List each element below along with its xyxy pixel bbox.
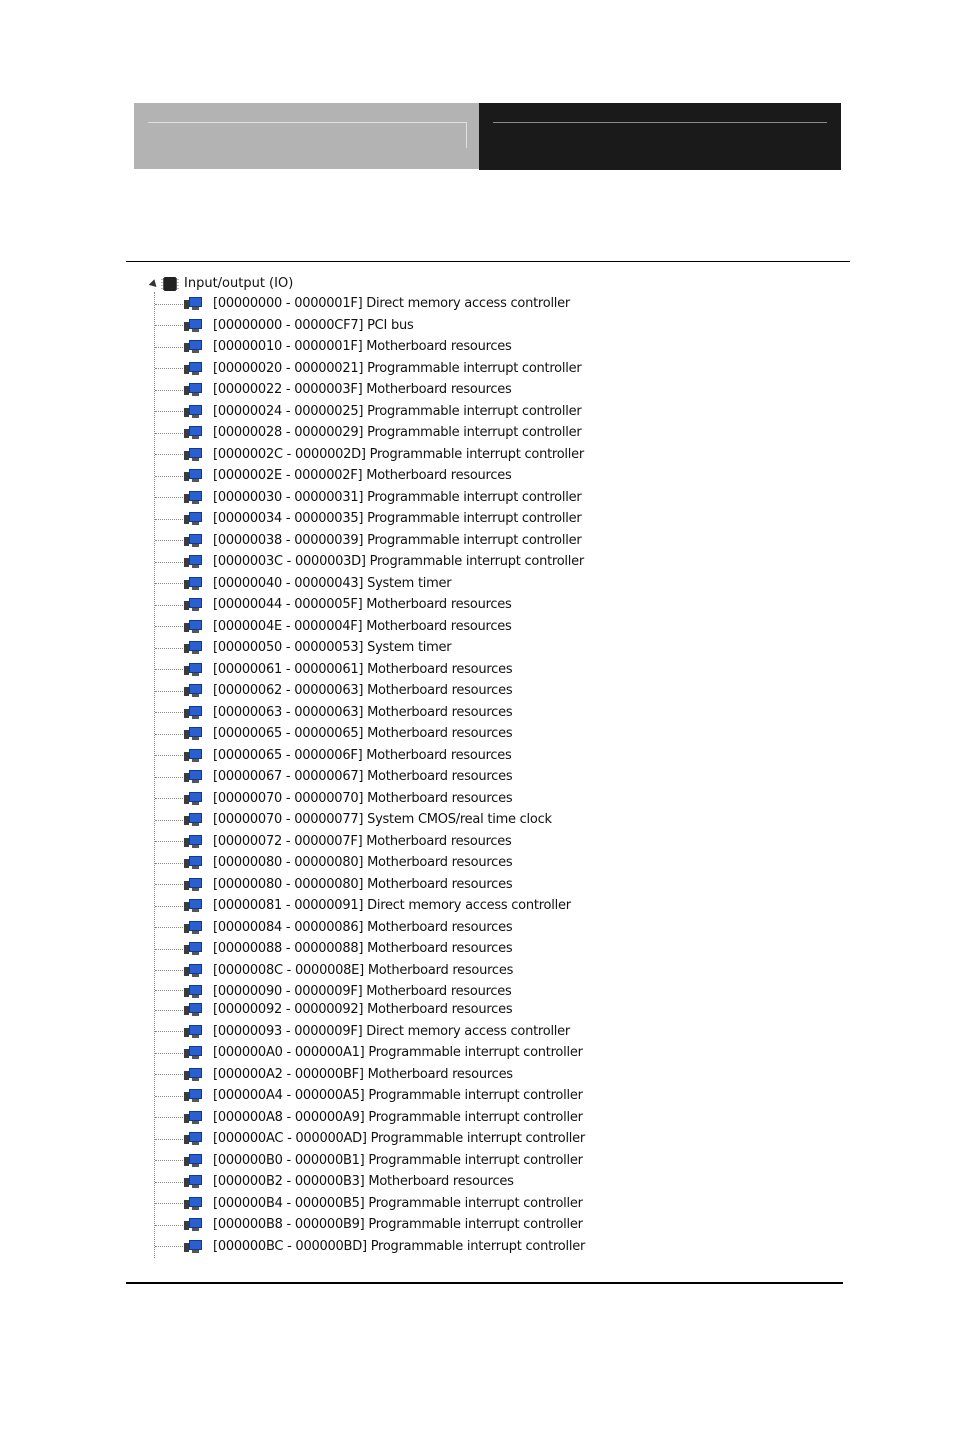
device-name: Programmable interrupt controller [369,446,584,462]
io-range: [00000084 - 00000086] [213,919,364,935]
io-range: [00000065 - 00000065] [213,726,364,741]
io-range: [00000000 - 00000CF7] [213,317,364,333]
tree-item[interactable] [146,1128,594,1150]
tree-branch-line [155,368,185,369]
tree-item-label [213,468,512,483]
tree-branch-line [155,1139,185,1140]
device-name: Programmable interrupt controller [367,403,582,419]
device-monitor-icon [184,899,204,913]
device-monitor-icon [184,469,204,483]
device-name: System CMOS/real time clock [367,812,552,827]
tree-branch-line [155,906,185,907]
tree-item[interactable] [146,981,594,999]
io-range: [000000B0 - 000000B1] [213,1152,365,1168]
tree-item[interactable] [146,852,594,874]
device-monitor-icon [184,1240,204,1254]
tree-item-label [213,1239,585,1254]
io-range: [00000063 - 00000063] [213,704,364,720]
tree-item-label [213,1110,583,1125]
device-name: Motherboard resources [367,919,513,935]
io-range: [00000010 - 0000001F] [213,339,363,354]
tree-branch-line [155,1117,185,1118]
tree-item[interactable] [146,637,594,659]
tree-branch-line [155,755,185,756]
tree-branch-line [155,1246,185,1247]
device-manager-tree [146,273,594,1258]
tree-branch-line [155,691,185,692]
device-monitor-icon [184,727,204,741]
tree-item[interactable] [146,573,594,595]
tree-item-label [213,554,584,569]
device-name: Programmable interrupt controller [367,489,582,505]
tree-item-label [213,1024,570,1039]
device-name: Programmable interrupt controller [368,1045,583,1060]
io-range: [00000092 - 00000092] [213,1002,364,1017]
device-monitor-icon [184,942,204,956]
device-monitor-icon [184,1111,204,1125]
device-monitor-icon [184,878,204,892]
device-name: Programmable interrupt controller [367,511,582,526]
io-range: [000000AC - 000000AD] [213,1131,367,1146]
tree-branch-line [155,884,185,885]
device-name: System timer [367,575,452,591]
device-name: Motherboard resources [367,790,513,806]
tree-item[interactable] [146,358,594,380]
io-range: [000000B4 - 000000B5] [213,1195,365,1211]
tree-branch-line [155,497,185,498]
device-name: Motherboard resources [367,962,514,978]
tree-item-label [213,662,512,677]
tree-item[interactable] [146,895,594,917]
io-range: [000000BC - 000000BD] [213,1238,367,1254]
tree-branch-line [155,519,185,520]
tree-item[interactable] [146,1107,594,1129]
device-monitor-icon [184,512,204,526]
tree-branch-line [155,540,185,541]
tree-item-label [213,1002,512,1017]
io-range: [00000062 - 00000063] [213,683,364,698]
device-name: Programmable interrupt controller [368,1152,583,1168]
tree-item[interactable] [146,401,594,423]
tree-branch-line [155,1074,185,1075]
tree-item[interactable] [146,530,594,552]
io-range: [0000002E - 0000002F] [213,468,363,483]
io-range: [000000A0 - 000000A1] [213,1045,365,1060]
tree-item[interactable] [146,1236,594,1258]
tree-item[interactable] [146,1064,594,1086]
tree-branch-line [155,583,185,584]
tree-item-label [213,834,512,849]
io-range: [00000065 - 0000006F] [213,747,363,763]
tree-item[interactable] [146,508,594,530]
tree-item-label [213,877,512,892]
device-monitor-icon [184,405,204,419]
device-monitor-icon [184,383,204,397]
device-name: Direct memory access controller [366,296,571,311]
io-range: [00000000 - 0000001F] [213,296,363,311]
io-range: [00000081 - 00000091] [213,898,364,913]
tree-branch-line [155,562,185,563]
tree-item[interactable] [146,1042,594,1064]
device-name: Programmable interrupt controller [368,1195,583,1211]
device-name: Motherboard resources [367,941,513,956]
tree-item-label [213,769,512,784]
tree-branch-line [155,820,185,821]
tree-branch-line [155,669,185,670]
device-name: Motherboard resources [366,597,512,612]
device-monitor-icon [184,792,204,806]
device-name: Motherboard resources [366,618,512,634]
io-range: [00000030 - 00000031] [213,489,364,505]
tree-item[interactable] [146,315,594,337]
tree-branch-line [155,949,185,950]
tree-item-label [213,791,512,806]
tree-item-label [213,1153,583,1168]
io-range: [00000024 - 00000025] [213,403,364,419]
device-name: Motherboard resources [367,1002,513,1017]
io-range: [000000A2 - 000000BF] [213,1066,364,1082]
tree-item[interactable] [146,616,594,638]
io-range: [00000070 - 00000070] [213,790,364,806]
io-range: [00000080 - 00000080] [213,855,364,870]
device-monitor-icon [184,362,204,376]
device-name: Programmable interrupt controller [367,360,582,376]
tree-branch-line [155,1225,185,1226]
device-name: Motherboard resources [367,683,513,698]
io-range: [000000B8 - 000000B9] [213,1217,365,1232]
tree-item[interactable] [146,809,594,831]
tree-item[interactable] [146,1171,594,1193]
device-name: Programmable interrupt controller [368,1088,583,1103]
io-range: [00000038 - 00000039] [213,532,364,548]
tree-branch-line [155,777,185,778]
collapse-arrow-icon[interactable] [149,279,160,290]
tree-item-label [213,640,451,655]
io-range: [00000044 - 0000005F] [213,597,363,612]
tree-item-label [213,361,581,376]
tree-item[interactable] [146,874,594,896]
device-monitor-icon [184,770,204,784]
tree-branch-line [155,798,185,799]
tree-item[interactable] [146,745,594,767]
tree-item[interactable] [146,680,594,702]
device-monitor-icon [184,577,204,591]
chip-icon [164,277,176,291]
device-monitor-icon [184,749,204,763]
tree-item-label [213,963,513,978]
tree-branch-line [155,712,185,713]
tree-item[interactable] [146,1085,594,1107]
tree-branch-line [155,1182,185,1183]
header-left-line [148,122,466,123]
io-range: [000000A4 - 000000A5] [213,1088,365,1103]
device-name: Motherboard resources [366,339,512,354]
device-name: System timer [367,640,452,655]
tree-branch-line [155,990,185,991]
tree-branch-line [155,476,185,477]
device-monitor-icon [184,663,204,677]
tree-item[interactable] [146,379,594,401]
header-right-band [479,103,841,170]
tree-branch-line [155,1010,185,1011]
device-monitor-icon [184,1154,204,1168]
device-monitor-icon [184,1089,204,1103]
device-name: Direct memory access controller [366,1023,571,1039]
header-left-band [134,103,479,169]
tree-branch-line [155,304,185,305]
io-range: [000000B2 - 000000B3] [213,1174,365,1189]
tree-item[interactable] [146,551,594,573]
device-name: Motherboard resources [367,661,513,677]
device-name: Programmable interrupt controller [370,1238,586,1254]
device-name: Motherboard resources [366,833,512,849]
tree-root-io[interactable] [150,273,293,294]
device-monitor-icon [184,813,204,827]
io-range: [00000090 - 0000009F] [213,984,363,999]
io-range: [00000034 - 00000035] [213,511,364,526]
tree-item-label [213,1196,583,1211]
tree-item-label [213,1045,583,1060]
tree-branch-line [155,1031,185,1032]
tree-item[interactable] [146,487,594,509]
io-range: [00000028 - 00000029] [213,425,364,440]
io-range: [00000070 - 00000077] [213,812,364,827]
tree-branch-line [155,1096,185,1097]
tree-item-label [213,1088,583,1103]
device-monitor-icon [184,491,204,505]
tree-item-label [213,425,581,440]
tree-item[interactable] [146,702,594,724]
bottom-divider [126,1282,843,1284]
io-range: [0000004E - 0000004F] [213,618,363,634]
tree-item-label [213,339,512,354]
io-range: [0000008C - 0000008E] [213,962,364,978]
device-name: Motherboard resources [367,876,513,892]
device-monitor-icon [184,598,204,612]
tree-item-label [213,533,581,548]
tree-item[interactable] [146,1150,594,1172]
io-range: [00000061 - 00000061] [213,661,364,677]
io-range: [0000003C - 0000003D] [213,554,366,569]
tree-branch-line [155,626,185,627]
tree-item[interactable] [146,917,594,939]
device-monitor-icon [184,534,204,548]
device-monitor-icon [184,620,204,634]
device-monitor-icon [184,985,204,999]
tree-branch-line [155,927,185,928]
tree-item[interactable] [146,465,594,487]
io-range: [00000093 - 0000009F] [213,1023,363,1039]
tree-branch-line [155,411,185,412]
top-divider [126,261,850,262]
header-right-line [493,122,827,123]
tree-branch-line [155,970,185,971]
tree-item-label [213,855,512,870]
tree-branch-line [155,734,185,735]
tree-branch-line [155,841,185,842]
io-range: [000000A8 - 000000A9] [213,1109,365,1125]
tree-item[interactable] [146,766,594,788]
device-name: Motherboard resources [366,747,512,763]
tree-branch-line [155,347,185,348]
tree-branch-line [155,390,185,391]
tree-item-label [213,1131,585,1146]
tree-item[interactable] [146,999,594,1021]
io-range: [00000088 - 00000088] [213,941,364,956]
device-name: Programmable interrupt controller [370,1131,586,1146]
device-monitor-icon [184,1003,204,1017]
device-monitor-icon [184,1068,204,1082]
io-range: [00000080 - 00000080] [213,876,364,892]
device-name: Motherboard resources [366,468,512,483]
tree-item[interactable] [146,788,594,810]
tree-item-label [213,812,552,827]
tree-item-label [213,984,512,999]
device-monitor-icon [184,297,204,311]
device-monitor-icon [184,1197,204,1211]
tree-branch-line [155,433,185,434]
tree-branch-line [155,1160,185,1161]
tree-item[interactable] [146,422,594,444]
tree-branch-line [155,605,185,606]
device-name: Programmable interrupt controller [368,1217,583,1232]
device-name: Programmable interrupt controller [368,1109,583,1125]
tree-item-label [213,726,512,741]
tree-item-label [213,296,570,311]
tree-item[interactable] [146,444,594,466]
device-name: Programmable interrupt controller [367,532,582,548]
tree-root-label: Input/output (IO) [184,276,294,291]
tree-item[interactable] [146,1021,594,1043]
device-name: Motherboard resources [368,1174,514,1189]
device-monitor-icon [184,706,204,720]
tree-item-label [213,1067,513,1082]
tree-branch-line [155,454,185,455]
device-monitor-icon [184,555,204,569]
device-name: Motherboard resources [367,726,513,741]
tree-item-label [213,1174,514,1189]
device-monitor-icon [184,319,204,333]
device-name: Motherboard resources [366,382,512,397]
tree-item-label [213,748,512,763]
tree-branch-line [155,1053,185,1054]
tree-item[interactable] [146,723,594,745]
device-monitor-icon [184,684,204,698]
tree-branch-line [155,863,185,864]
tree-item[interactable] [146,1193,594,1215]
tree-item[interactable] [146,831,594,853]
io-range: [00000022 - 0000003F] [213,382,363,397]
device-name: Motherboard resources [367,1066,513,1082]
header-left-divider [466,122,467,148]
tree-item-label [213,318,414,333]
tree-item-label [213,382,512,397]
tree-item[interactable] [146,659,594,681]
device-name: PCI bus [367,317,414,333]
io-range: [00000020 - 00000021] [213,360,364,376]
device-monitor-icon [184,1046,204,1060]
tree-item[interactable] [146,336,594,358]
device-monitor-icon [184,1218,204,1232]
tree-item[interactable] [146,293,594,315]
device-name: Direct memory access controller [367,898,571,913]
device-name: Motherboard resources [367,704,513,720]
tree-item-label [213,490,581,505]
tree-item-label [213,447,584,462]
device-monitor-icon [184,1025,204,1039]
device-monitor-icon [184,921,204,935]
tree-branch-line [155,1203,185,1204]
device-monitor-icon [184,1132,204,1146]
device-name: Motherboard resources [367,769,513,784]
tree-item-label [213,619,512,634]
device-name: Programmable interrupt controller [369,554,584,569]
tree-item-label [213,404,581,419]
io-range: [00000040 - 00000043] [213,575,364,591]
tree-item-label [213,898,571,913]
tree-item-label [213,941,512,956]
device-monitor-icon [184,1175,204,1189]
tree-item-label [213,597,512,612]
tree-item-label [213,920,512,935]
tree-item[interactable] [146,594,594,616]
io-range: [00000067 - 00000067] [213,769,364,784]
io-range: [0000002C - 0000002D] [213,446,366,462]
tree-item-label [213,576,451,591]
device-name: Programmable interrupt controller [367,425,582,440]
io-range: [00000050 - 00000053] [213,640,364,655]
device-name: Motherboard resources [366,984,512,999]
tree-item-label [213,1217,583,1232]
device-monitor-icon [184,835,204,849]
tree-item-label [213,705,512,720]
tree-children [146,293,594,1257]
io-range: [00000072 - 0000007F] [213,833,363,849]
tree-item[interactable] [146,960,594,982]
device-monitor-icon [184,340,204,354]
device-monitor-icon [184,856,204,870]
tree-branch-line [155,648,185,649]
tree-branch-line [155,325,185,326]
tree-item-label [213,683,512,698]
device-name: Motherboard resources [367,855,513,870]
device-monitor-icon [184,964,204,978]
tree-item[interactable] [146,1214,594,1236]
device-monitor-icon [184,641,204,655]
tree-item-label [213,511,581,526]
device-monitor-icon [184,448,204,462]
device-monitor-icon [184,426,204,440]
tree-item[interactable] [146,938,594,960]
